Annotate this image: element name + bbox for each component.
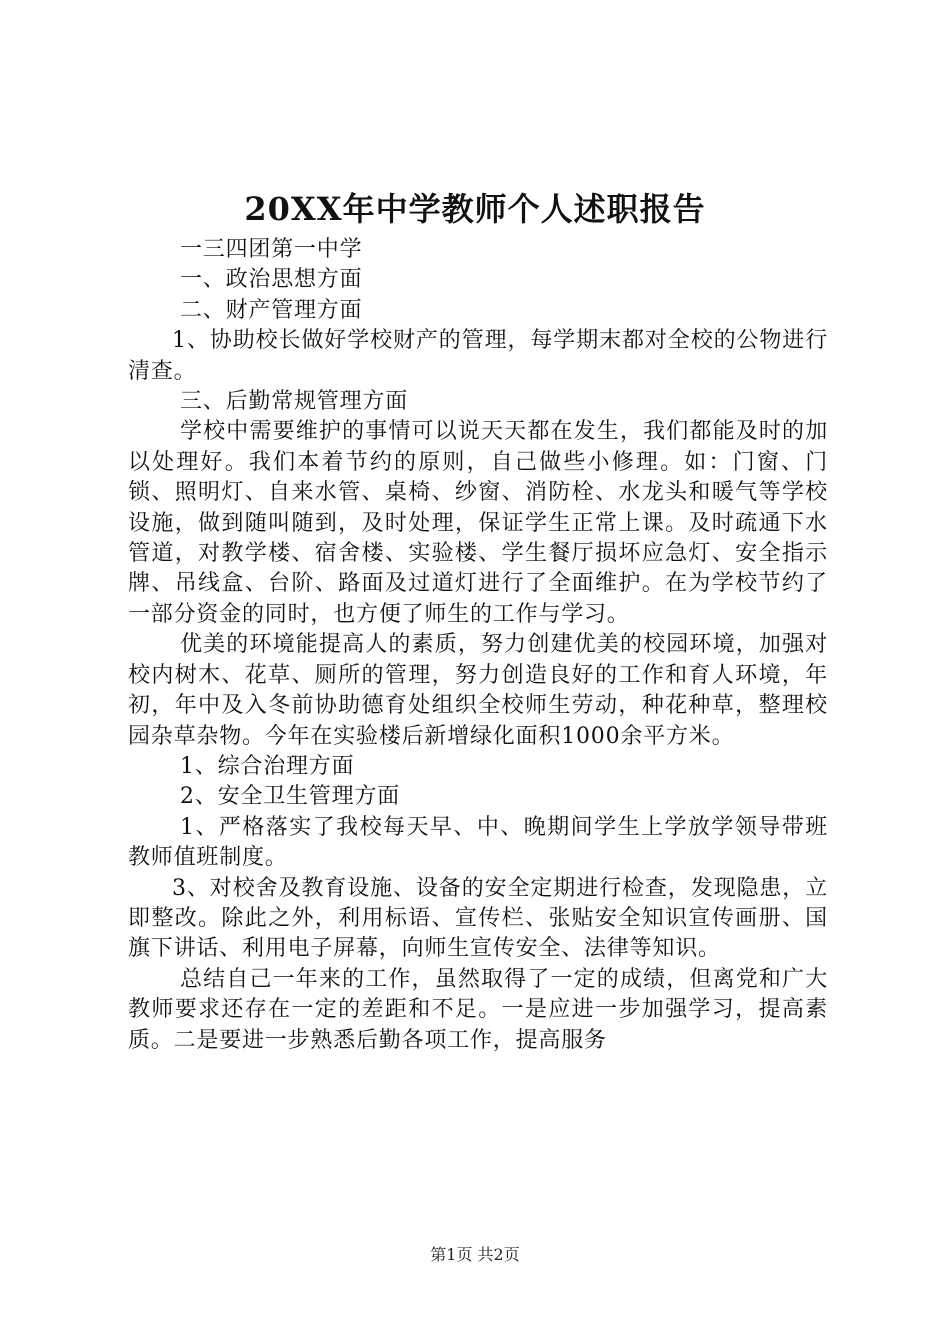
paragraph-duty-system: 1、严格落实了我校每天早、中、晚期间学生上学放学领导带班教师值班制度。 [128,814,828,871]
paragraph-property-1: 1、协助校长做好学校财产的管理，每学期末都对全校的公物进行清查。 [128,328,828,384]
paragraph-summary: 总结自己一年来的工作，虽然取得了一定的成绩，但离党和广大教师要求还存在一定的差距和不足。一是应进一步加强学习，提高素质。二是要进一步熟悉后勤各项工作，提高服务 [128,966,828,1053]
section-heading-governance: 1、综合治理方面 [180,753,355,779]
document-title: 20XX年中学教师个人述职报告 [244,190,706,228]
school-name: 一三四团第一中学 [180,237,363,262]
section-heading-safety: 2、安全卫生管理方面 [180,784,400,810]
section-heading-property: 二、财产管理方面 [180,297,363,323]
section-heading-political: 一、政治思想方面 [180,267,363,293]
page-indicator: 第1页 共2页 [430,1245,520,1264]
paragraph-maintenance: 学校中需要维护的事情可以说天天都在发生，我们都能及时的加以处理好。我们本着节约的原则，自己做些小修理。如：门窗、门锁、照明灯、自来水管、桌椅、纱窗、消防栓、水龙头和暖气等学校设施，做到随叫随到，及时处理，保证学生正常上课。及时疏通下水管道，对教学楼、宿舍楼、实验楼、学生餐厅损坏应急灯、安全指示牌、吊线盒、台阶、路面及过道灯进行了全面维护。在为学校节约了一部分资金的同时，也方便了师生的工作与学习。 [128,419,828,627]
paragraph-safety-inspection: 3、对校舍及教育设施、设备的安全定期进行检查，发现隐患，立即整改。除此之外，利用标语、宣传栏、张贴安全知识宣传画册、国旗下讲话、利用电子屏幕，向师生宣传安全、法律等知识。 [128,875,828,962]
section-heading-logistics: 三、后勤常规管理方面 [180,389,409,415]
document-body [128,235,828,1056]
paragraph-environment: 优美的环境能提高人的素质，努力创建优美的校园环境，加强对校内树木、花草、厕所的管理，努力创造良好的工作和育人环境，年初，年中及入冬前协助德育处组织全校师生劳动，种花种草，整理校园杂草杂物。今年在实验楼后新增绿化面积1000余平方米。 [128,632,828,749]
